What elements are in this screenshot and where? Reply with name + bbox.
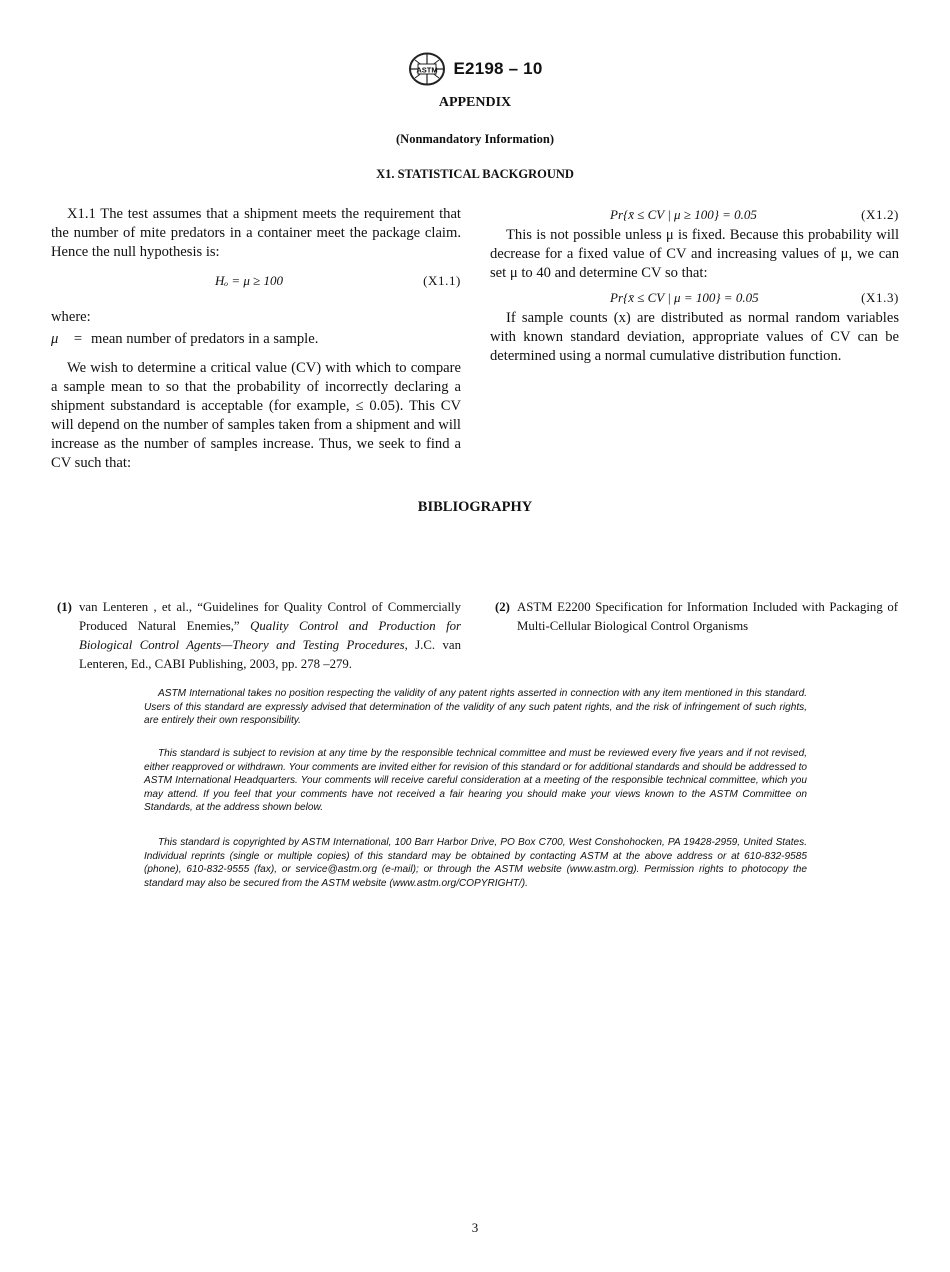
definition-symbol: μ [51, 331, 59, 347]
svg-text:ASTM: ASTM [415, 65, 438, 75]
reference-item [57, 598, 461, 674]
section-title: X1. STATISTICAL BACKGROUND [376, 167, 574, 181]
revision-notice: This standard is subject to revision at any time by the responsible technical committee and must be reviewed every five years and if not revised, either reapproved or withdrawn. Your comments are invited either for revision of this standard or for additional standards and should be addressed to ASTM International Headquarters. Your comments will receive careful consideration at a meeting of the responsible technical committee, which you may attend. If you feel that your comments have not received a fair hearing you should make your views known to the ASTM Committee on Standards, at the address shown below. [144, 748, 808, 814]
definition-text: mean number of predators in a sample. [91, 331, 319, 347]
paragraph-sample-counts: If sample counts (x) are distributed as normal random variables with known standard deviation, appropriate values of CV can be determined using a normal cumulative distribution function. [490, 310, 899, 364]
reference-number: (1) [57, 600, 72, 614]
astm-logo-icon [408, 52, 446, 86]
where-label: where: [51, 309, 91, 325]
reference-text: van Lenteren , et al., “Guidelines for Quality Control of Commercially Produced Natural Enemies,” Quality Control and Production for Biological Control Agents—Theory and Testing Procedures, J.C. van Lenteren, Ed., CABI Publishing, 2003, pp. 278 –279. [79, 600, 462, 671]
right-column [490, 205, 899, 366]
paragraph-cv: We wish to determine a critical value (CV) with which to compare a sample mean to so that the probability of incorrectly declaring a shipment substandard is acceptable (for example, ≤ 0.05). This CV will depend on the number of samples taken from a shipment and will increase as the number of samples increase. Thus, we seek to find a CV such that: [51, 360, 461, 471]
definition-equals: = [73, 331, 83, 347]
reference-item [495, 598, 898, 636]
designation: E2198 – 10 [453, 59, 543, 78]
appendix-title: APPENDIX [438, 95, 512, 110]
left-column [51, 205, 461, 473]
appendix-subtitle: (Nonmandatory Information) [396, 132, 554, 146]
equation-x1-1 [51, 268, 461, 292]
paragraph-x1-1: X1.1 The test assumes that a shipment meets the requirement that the number of mite predators in a container meet the package claim. Hence the null hypothesis is: [51, 206, 461, 260]
definition-row [51, 330, 461, 349]
equation-x1-3 [490, 285, 899, 309]
equation-x1-2 [490, 202, 899, 226]
equation-number: (X1.3) [861, 290, 899, 305]
bibliography-title: BIBLIOGRAPHY [417, 499, 533, 515]
equation-expression: Pr{x̄ ≤ CV | μ = 100} = 0.05 [610, 290, 759, 305]
equation-number: (X1.1) [423, 273, 461, 288]
paragraph-mu-fixed: This is not possible unless μ is fixed. Because this probability will decrease for a fixed value of CV and increasing values of μ, we can set μ to 40 and determine CV so that: [490, 227, 899, 281]
equation-expression: Hₒ = μ ≥ 100 [215, 273, 284, 288]
patent-notice: ASTM International takes no position respecting the validity of any patent rights asserted in connection with any item mentioned in this standard. Users of this standard are expressly advised that determination of the validity of any such patent rights, and the risk of infringement of such rights, are entirely their own responsibility. [144, 688, 807, 727]
page-number: 3 [471, 1220, 479, 1235]
equation-number: (X1.2) [861, 207, 899, 222]
copyright-notice: This standard is copyrighted by ASTM International, 100 Barr Harbor Drive, PO Box C700, West Conshohocken, PA 19428-2959, United States. Individual reprints (single or multiple copies) of this standard may be obtained by contacting ASTM at the above address or at 610-832-9585 (phone), 610-832-9555 (fax), or service@astm.org (e-mail); or through the ASTM website (www.astm.org). Permission rights to photocopy the standard may also be secured from the ASTM website (www.astm.org/COPYRIGHT/). [144, 837, 807, 889]
reference-text: ASTM E2200 Specification for Information Included with Packaging of Multi-Cellular Biological Control Organisms [517, 600, 898, 633]
equation-expression: Pr{x̄ ≤ CV | μ ≥ 100} = 0.05 [610, 207, 757, 222]
page-header [0, 52, 950, 86]
reference-number: (2) [495, 600, 510, 614]
